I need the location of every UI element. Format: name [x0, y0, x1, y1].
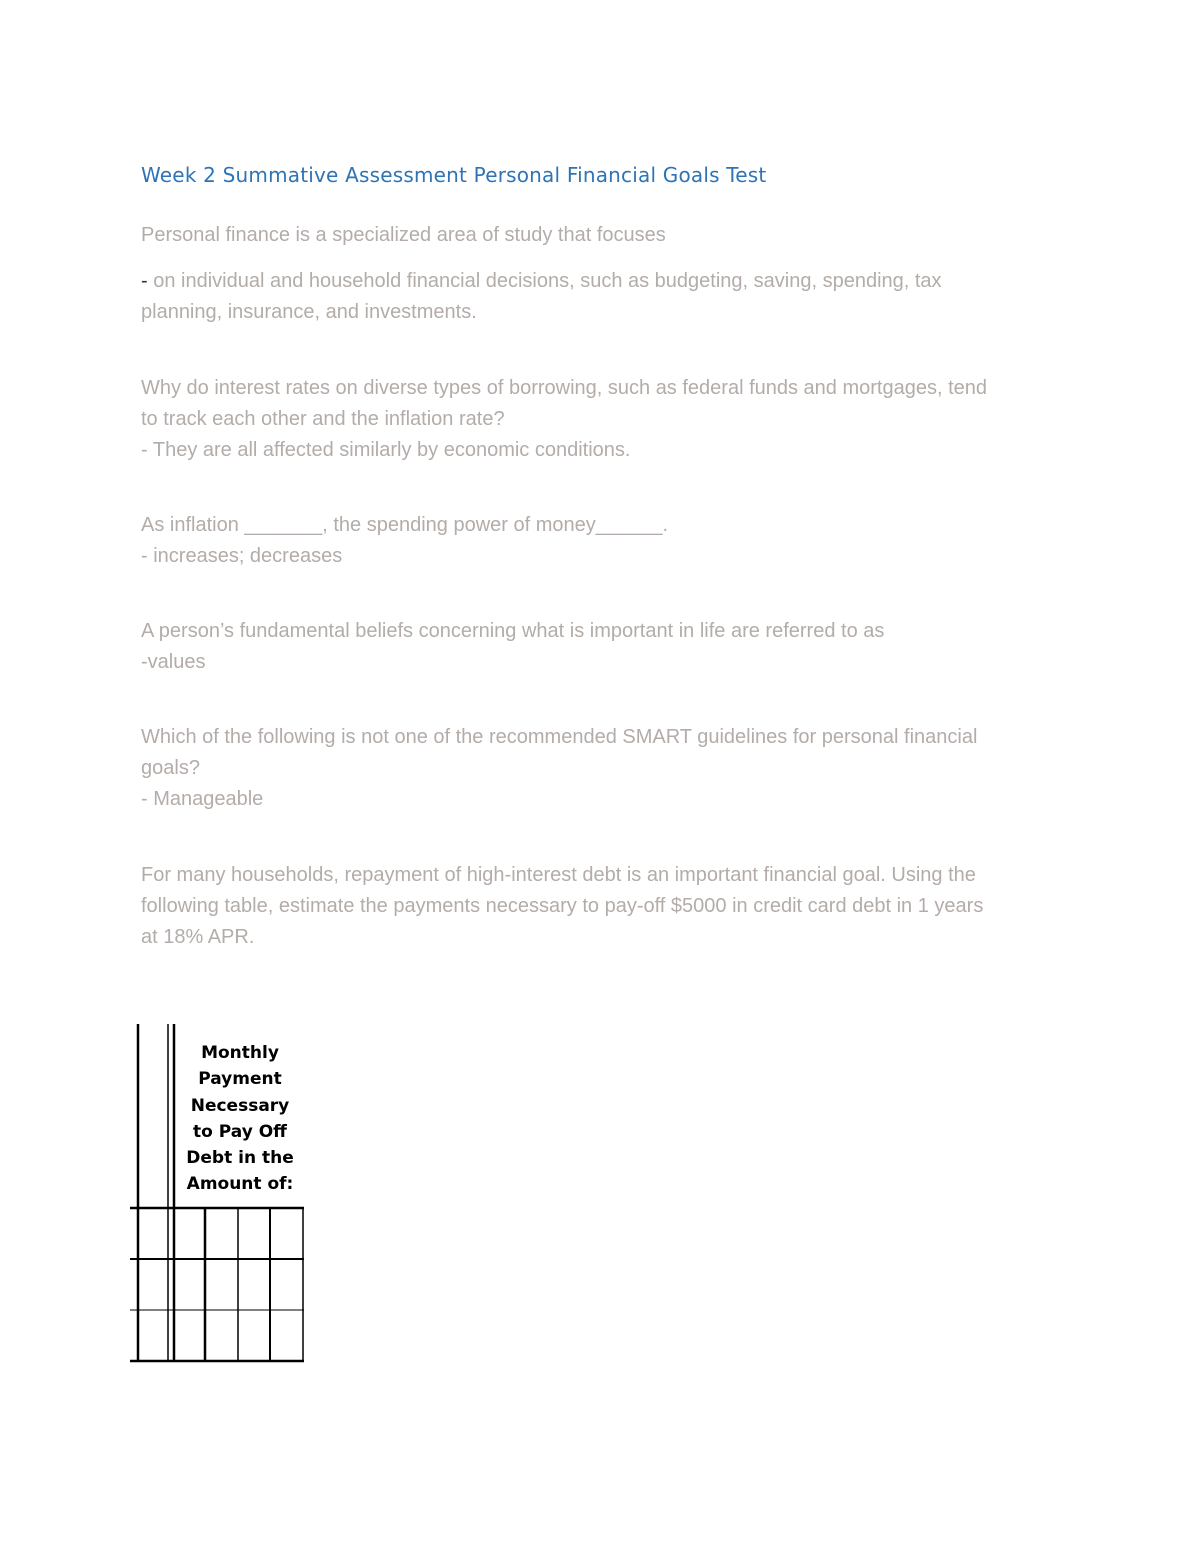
question-2	[141, 373, 1061, 466]
table-header-line: Debt in the	[186, 1148, 294, 1169]
question-6-line-1: For many households, repayment of high-interest debt is an important financial goal. Using the	[141, 864, 976, 886]
question-2-line-2: to track each other and the inflation rate?	[141, 408, 505, 430]
table-header-line: Monthly	[201, 1043, 279, 1063]
answer-3: - increases; decreases	[141, 545, 343, 567]
question-5-line-2: goals?	[141, 757, 200, 779]
table-header-line: Payment	[198, 1069, 282, 1090]
table-header-line: Necessary	[190, 1095, 290, 1116]
question-4	[141, 616, 1061, 678]
question-5-line-1: Which of the following is not one of the recommended SMART guidelines for personal financial	[141, 726, 978, 748]
question-6-line-2: following table, estimate the payments necessary to pay-off $5000 in credit card debt in 1 years	[141, 895, 984, 917]
table-header-line: Amount of:	[186, 1174, 294, 1195]
question-3-text: As inflation _______, the spending power of money______.	[141, 514, 669, 536]
question-6-line-3: at 18% APR.	[141, 926, 255, 948]
answer-1-line-1-text: on individual and household financial decisions, such as budgeting, saving, spending, tax	[147, 270, 942, 292]
question-2-line-1: Why do interest rates on diverse types of borrowing, such as federal funds and mortgages, tend	[141, 377, 988, 399]
question-4-text: A person’s fundamental beliefs concerning what is important in life are referred to as	[141, 620, 885, 642]
answer-1-line-2: planning, insurance, and investments.	[141, 301, 477, 323]
table-header-cell	[178, 1040, 302, 1198]
answer-4: -values	[141, 651, 206, 673]
question-3	[141, 510, 1061, 572]
answer-2: - They are all affected similarly by economic conditions.	[141, 439, 631, 461]
question-1	[141, 220, 1061, 251]
question-1-text: Personal finance is a specialized area of study that focuses	[141, 224, 666, 246]
table-header-line: to Pay Off	[193, 1121, 287, 1142]
question-6	[141, 860, 1061, 953]
question-5	[141, 722, 1061, 815]
answer-1-line-1	[141, 266, 1061, 297]
answer-1-dash: -	[141, 270, 148, 292]
answer-5: - Manageable	[141, 788, 264, 810]
page-title: Week 2 Summative Assessment Personal Financial Goals Test	[141, 163, 767, 187]
answer-1	[141, 266, 1061, 328]
